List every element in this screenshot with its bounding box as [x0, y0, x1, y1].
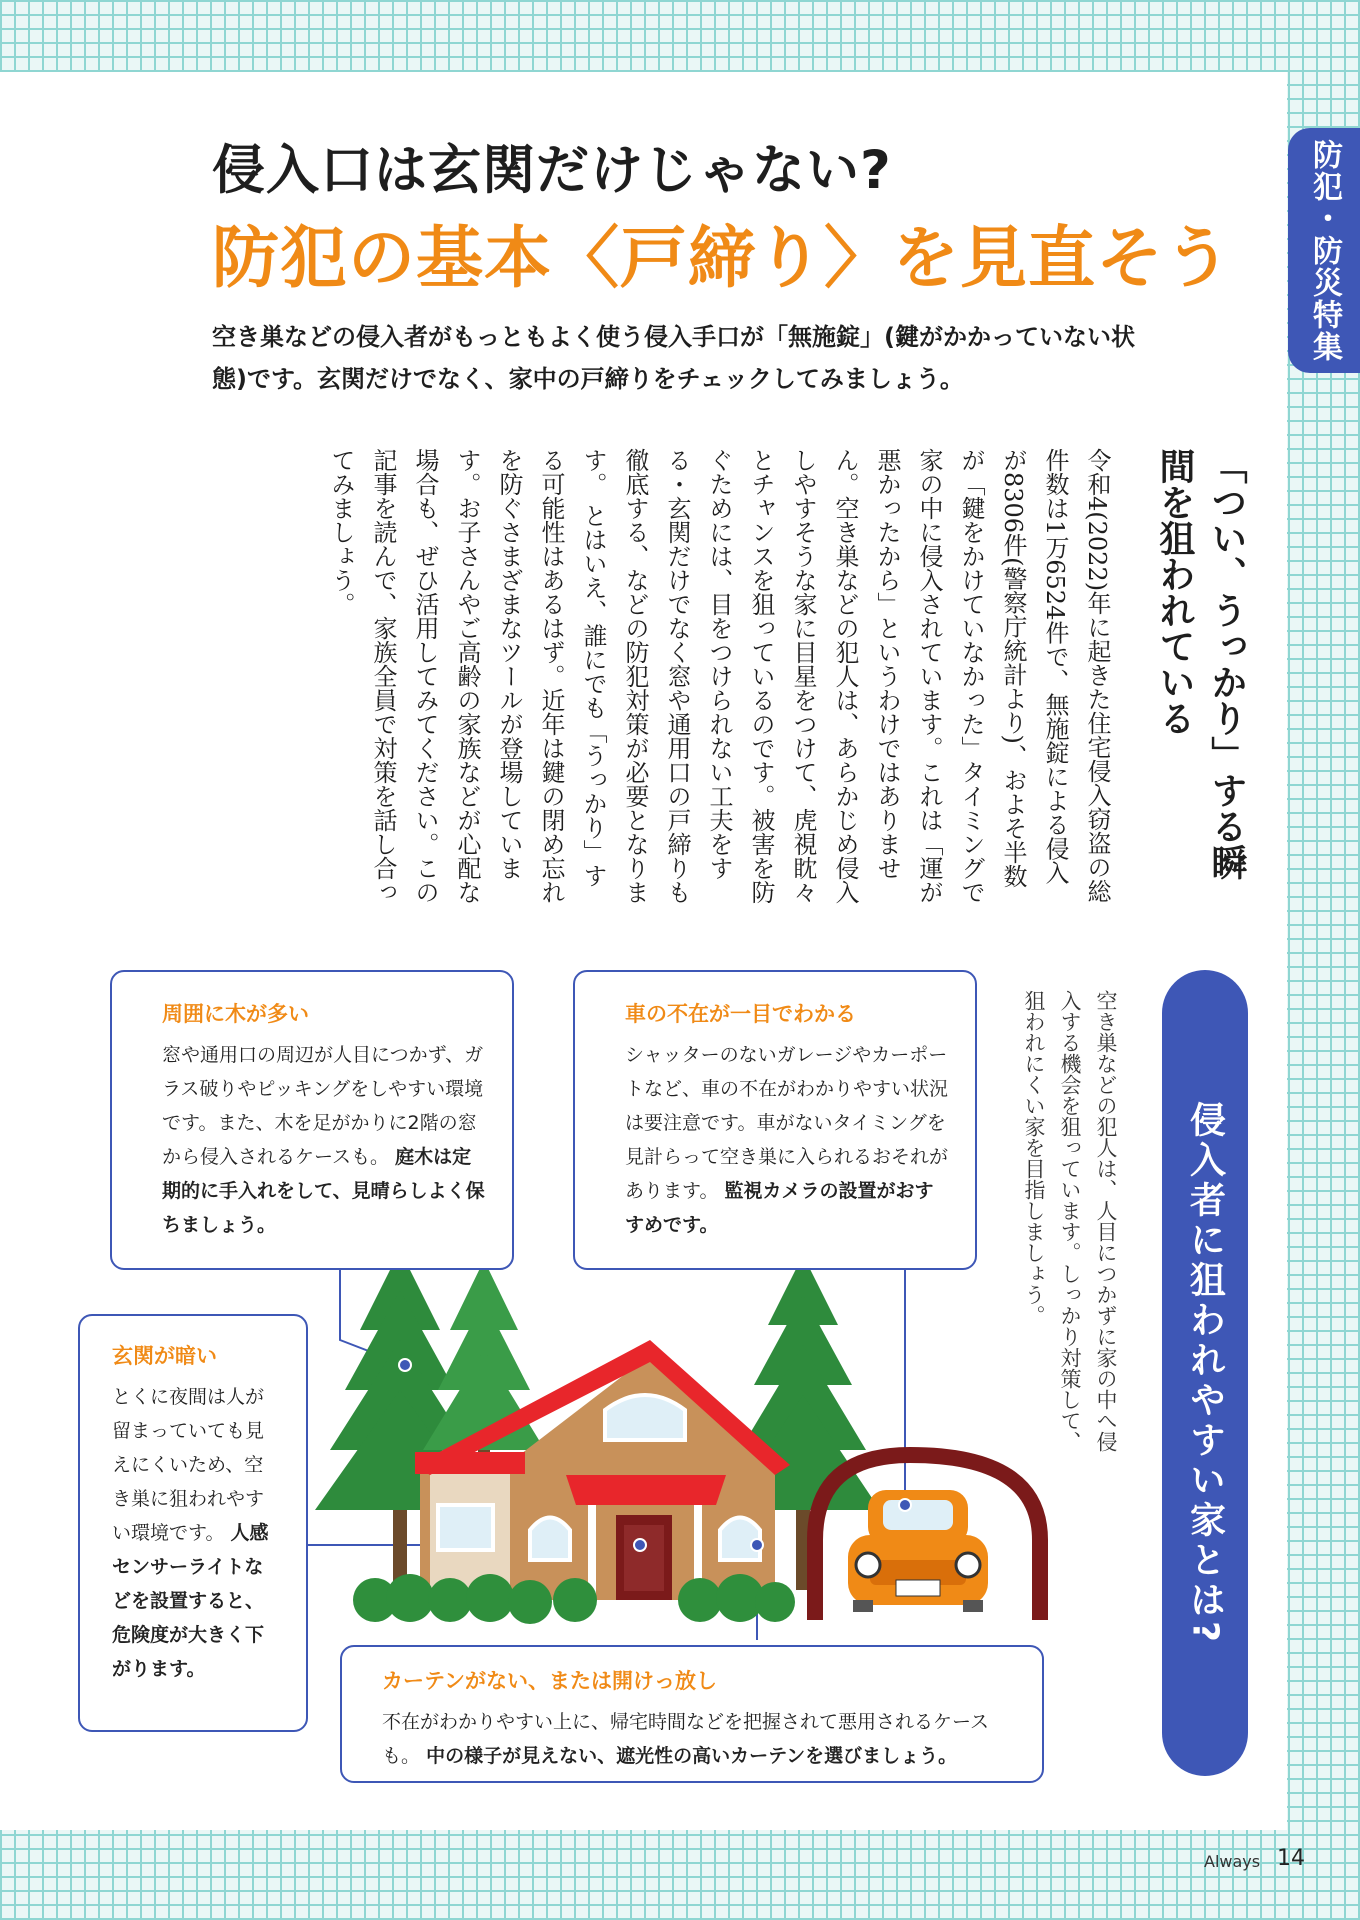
callout-curtain-tip: 中の様子が見えない、遮光性の高いカーテンを選びましょう。: [426, 1745, 958, 1767]
callout-curtain: [340, 1645, 1044, 1783]
callout-car-title: 車の不在が一目でわかる: [625, 1002, 856, 1026]
footer-page-number: 14: [1277, 1846, 1305, 1871]
callout-entrance-tip: 人感センサーライトなどを設置すると、危険度が大きく下がります。: [112, 1522, 269, 1680]
column-heading: 「つい、うっかり」する瞬間を狙われている: [1154, 448, 1247, 880]
pill-title: 侵入者に狙われやすい家とは?: [1184, 1100, 1226, 1646]
callout-car-body: シャッターのないガレージやカーポートなど、車の不在がわかりやすい状況は要注意です。車がないタイミングを見計らって空き巣に入られるおそれがあります。: [625, 1044, 949, 1202]
lead-paragraph: 空き巣などの侵入者がもっともよく使う侵入手口が「無施錠」(鍵がかかっていない状態)です。玄関だけでなく、家中の戸締りをチェックしてみましょう。: [212, 323, 1135, 393]
callout-trees: [110, 970, 514, 1270]
callout-car: [573, 970, 977, 1270]
callout-curtain-title: カーテンがない、または開けっ放し: [382, 1669, 717, 1693]
title-line2: 防犯の基本〈戸締り〉を見直そう: [212, 219, 1232, 297]
car: [848, 1490, 988, 1612]
callout-curtain-body: 不在がわかりやすい上に、帰宅時間などを把握されて悪用されるケースも。: [382, 1711, 990, 1767]
column-body: 令和4(2022)年に起きた住宅侵入窃盗の総件数は1万6524件で、無施錠による侵入が8306件(警察庁統計より)、およそ半数が「鍵をかけていなかった」タイミングで家の中に侵入されています。これは「運が悪かったから」というわけではありません。空き巣などの犯人は、あらかじめ侵入しやすそうな家に目星をつけて、虎視眈々とチャンスを狙っているのです。被害を防ぐためには、目をつけられない工夫をする・玄関だけでなく窓や通用口の戸締りも徹底する、などの防犯対策が必要となります。 とはいえ、誰にでも「うっかり」する可能性はあるはず。近年は鍵の閉め忘れを防ぐさまざまなツールが登場しています。お子さんやご高齢の家族などが心配な場合も、ぜひ活用してみてください。この記事を読んで、家族全員で対策を話し合ってみましょう。: [327, 448, 1111, 904]
callout-entrance: [78, 1314, 308, 1732]
callout-trees-body: 窓や通用口の周辺が人目につかず、ガラス破りやピッキングをしやすい環境です。また、木を足がかりに2階の窓から侵入されるケースも。: [162, 1044, 484, 1168]
section-tab-label: 防犯・防災特集: [1307, 138, 1342, 363]
callout-car-tip: 監視カメラの設置がおすすめです。: [625, 1180, 934, 1236]
callout-entrance-title: 玄関が暗い: [112, 1344, 217, 1368]
callout-trees-tip: 庭木は定期的に手入れをして、見晴らしよく保ちましょう。: [162, 1146, 485, 1236]
sidebar-text: 空き巣などの犯人は、人目につかずに家の中へ侵入する機会を狙っています。しっかり対策して、狙われにくい家を目指しましょう。: [1022, 990, 1118, 1452]
callout-entrance-body: とくに夜間は人が留まっていても見えにくいため、空き巣に狙われやすい環境です。: [112, 1386, 265, 1544]
pill-title-box: [1162, 970, 1248, 1776]
callout-trees-title: 周囲に木が多い: [162, 1002, 309, 1026]
title-line1: 侵入口は玄関だけじゃない?: [212, 140, 892, 201]
footer-magazine-name: Always: [1204, 1852, 1261, 1871]
